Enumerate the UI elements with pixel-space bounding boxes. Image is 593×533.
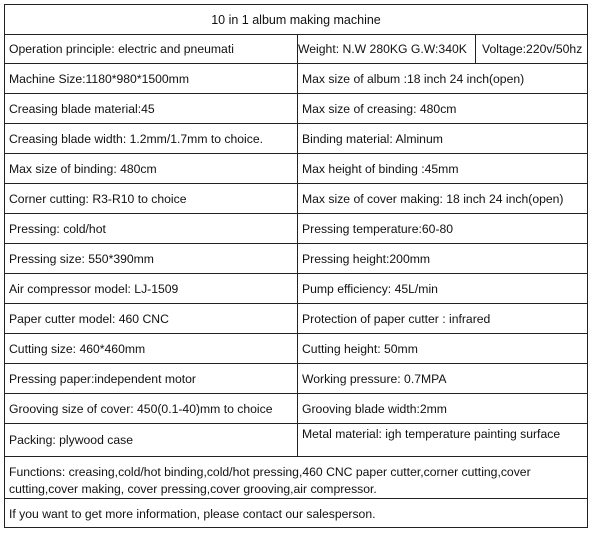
title-row [5,5,587,35]
table-title: 10 in 1 album making machine [211,12,381,27]
table-row [5,244,587,274]
spec-cell-right: Protection of paper cutter : infrared [297,304,587,333]
contact-text: If you want to get more information, please contact our salesperson. [9,506,376,521]
spec-cell-left: Grooving size of cover: 450(0.1-40)mm to choice [9,401,273,416]
spec-cell-left: Air compressor model: LJ-1509 [9,281,179,296]
spec-cell-left: Packing: plywood case [9,433,133,447]
spec-cell-right: Working pressure: 0.7MPA [297,364,587,393]
table-row [5,334,587,364]
spec-cell-right: Max height of binding :45mm [297,154,587,183]
table-row [5,94,587,124]
spec-table [4,4,588,528]
spec-cell-left: Max size of binding: 480cm [9,161,157,176]
spec-cell-operation: Operation principle: electric and pneumati [9,42,234,56]
table-row [5,364,587,394]
table-row [5,184,587,214]
spec-cell-right: Metal material: igh temperature painting surface [297,424,587,456]
spec-cell-weight: Weight: N.W 280KG G.W:340K [297,35,475,63]
spec-cell-right: Max size of creasing: 480cm [297,94,587,123]
spec-cell-right: Max size of cover making: 18 inch 24 inch(open) [297,184,587,213]
spec-cell-right: Pressing temperature:60-80 [297,214,587,243]
spec-cell-left: Pressing size: 550*390mm [9,251,154,266]
table-row [5,394,587,424]
spec-cell-right: Max size of album :18 inch 24 inch(open) [297,64,587,93]
spec-cell-left: Corner cutting: R3-R10 to choice [9,191,187,206]
spec-cell-voltage: Voltage:220v/50hz [475,35,587,63]
spec-cell-right: Pressing height:200mm [297,244,587,273]
table-row [5,304,587,334]
spec-cell-left: Creasing blade material:45 [9,101,155,116]
functions-text: Functions: creasing,cold/hot binding,cold/hot pressing,460 CNC paper cutter,corner cutting,cover cutting,cover making, cover pressing,cover grooving,air compressor. [9,465,531,496]
spec-cell-left: Machine Size:1180*980*1500mm [9,71,189,86]
spec-cell-right: Cutting height: 50mm [297,334,587,363]
functions-row [5,457,587,499]
contact-row [5,499,587,528]
table-row [5,64,587,94]
spec-cell-left: Pressing paper:independent motor [9,371,196,386]
spec-cell-right: Binding material: Alminum [297,124,587,153]
spec-cell-left: Paper cutter model: 460 CNC [9,311,169,326]
spec-cell-right: Pump efficiency: 45L/min [297,274,587,303]
spec-cell-left: Pressing: cold/hot [9,221,106,236]
table-row [5,214,587,244]
table-row [5,424,587,457]
spec-cell-left: Creasing blade width: 1.2mm/1.7mm to choice. [9,131,264,146]
table-row [5,274,587,304]
spec-cell-left: Cutting size: 460*460mm [9,341,146,356]
table-row [5,35,587,64]
spec-cell-right: Grooving blade width:2mm [297,394,587,423]
table-row [5,124,587,154]
table-row [5,154,587,184]
